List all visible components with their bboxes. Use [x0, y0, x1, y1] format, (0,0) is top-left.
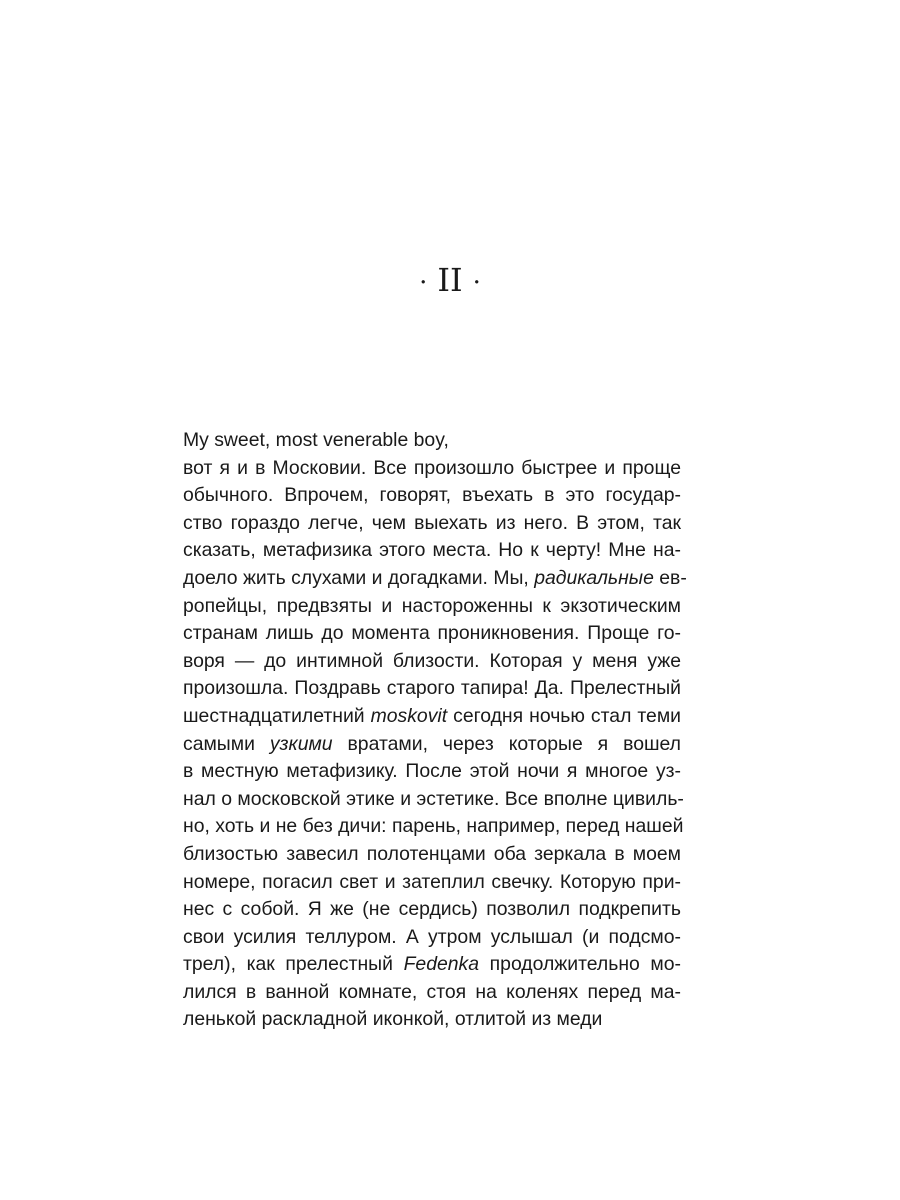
text-line — [183, 813, 684, 841]
text-run: ев- — [653, 566, 687, 589]
chapter-heading — [0, 252, 900, 311]
text-run: странам лишь до момента проникновения. Проще го- — [183, 622, 681, 645]
text-run: произошла. Поздравь старого тапира! Да. Прелестный — [183, 677, 681, 700]
text-run: ство гораздо легче, чем выехать из него. В этом, так — [183, 511, 681, 534]
text-line — [183, 924, 681, 952]
text-run: ропейцы, предвзяты и настороженны к экзотическим — [183, 594, 681, 617]
text-run: свои усилия теллуром. А утром услышал (и подсмо- — [183, 925, 681, 948]
text-run: в местную метафизику. После этой ночи я многое уз- — [183, 760, 681, 783]
text-line — [183, 786, 684, 814]
letter-body — [183, 427, 687, 1034]
italic-word: радикальные — [534, 566, 654, 589]
letter-greeting: My sweet, most venerable boy, — [183, 429, 449, 451]
text-run: нес с собой. Я же (не сердись) позволил подкрепить — [183, 898, 681, 921]
text-line — [183, 841, 681, 869]
text-run: лился в ванной комнате, стоя на коленях перед ма- — [183, 980, 681, 1003]
text-line — [183, 703, 681, 731]
text-line — [183, 537, 681, 565]
italic-word: узкими — [269, 732, 333, 755]
text-line — [183, 979, 681, 1007]
text-run: близостью завесил полотенцами оба зеркала в моем — [183, 842, 681, 865]
text-line — [183, 455, 681, 483]
italic-word: moskovit — [370, 704, 448, 727]
text-run: сегодня ночью стал теми — [447, 704, 681, 727]
text-run: самыми — [183, 732, 270, 755]
text-line — [183, 869, 681, 897]
italic-word: Fedenka — [403, 953, 480, 976]
text-run: воря — до интимной близости. Которая у меня уже — [183, 649, 681, 672]
text-run: но, хоть и не без дичи: парень, например, перед нашей — [183, 815, 684, 838]
text-run: продолжительно мо- — [479, 953, 681, 976]
chapter-dot-left: · — [419, 268, 428, 298]
text-line — [183, 758, 681, 786]
text-line — [183, 593, 681, 621]
text-run: обычного. Впрочем, говорят, въехать в это государ- — [183, 484, 681, 507]
text-run: ленькой раскладной иконкой, отлитой из меди — [183, 1008, 603, 1031]
text-line — [183, 620, 681, 648]
text-run: номере, погасил свет и затеплил свечку. Которую при- — [183, 870, 681, 893]
text-line — [183, 565, 687, 593]
chapter-dot-right: · — [472, 268, 481, 298]
text-line — [183, 482, 681, 510]
text-run: вратами, через которые я вошел — [332, 732, 681, 755]
text-run: вот я и в Московии. Все произошло быстрее и проще — [183, 456, 681, 479]
chapter-numeral: II — [437, 261, 463, 299]
text-line — [183, 675, 681, 703]
text-run: трел), как прелестный — [183, 953, 404, 976]
text-run: шестнадцатилетний — [183, 704, 371, 727]
text-line — [183, 1006, 681, 1034]
text-line — [183, 510, 681, 538]
text-run: сказать, метафизика этого места. Но к черту! Мне на- — [183, 539, 681, 562]
text-line — [183, 951, 681, 979]
text-line — [183, 648, 681, 676]
text-run: нал о московской этике и эстетике. Все вполне цивиль- — [183, 787, 684, 810]
text-line — [183, 896, 681, 924]
text-line — [183, 731, 681, 759]
text-run: доело жить слухами и догадками. Мы, — [183, 566, 535, 589]
